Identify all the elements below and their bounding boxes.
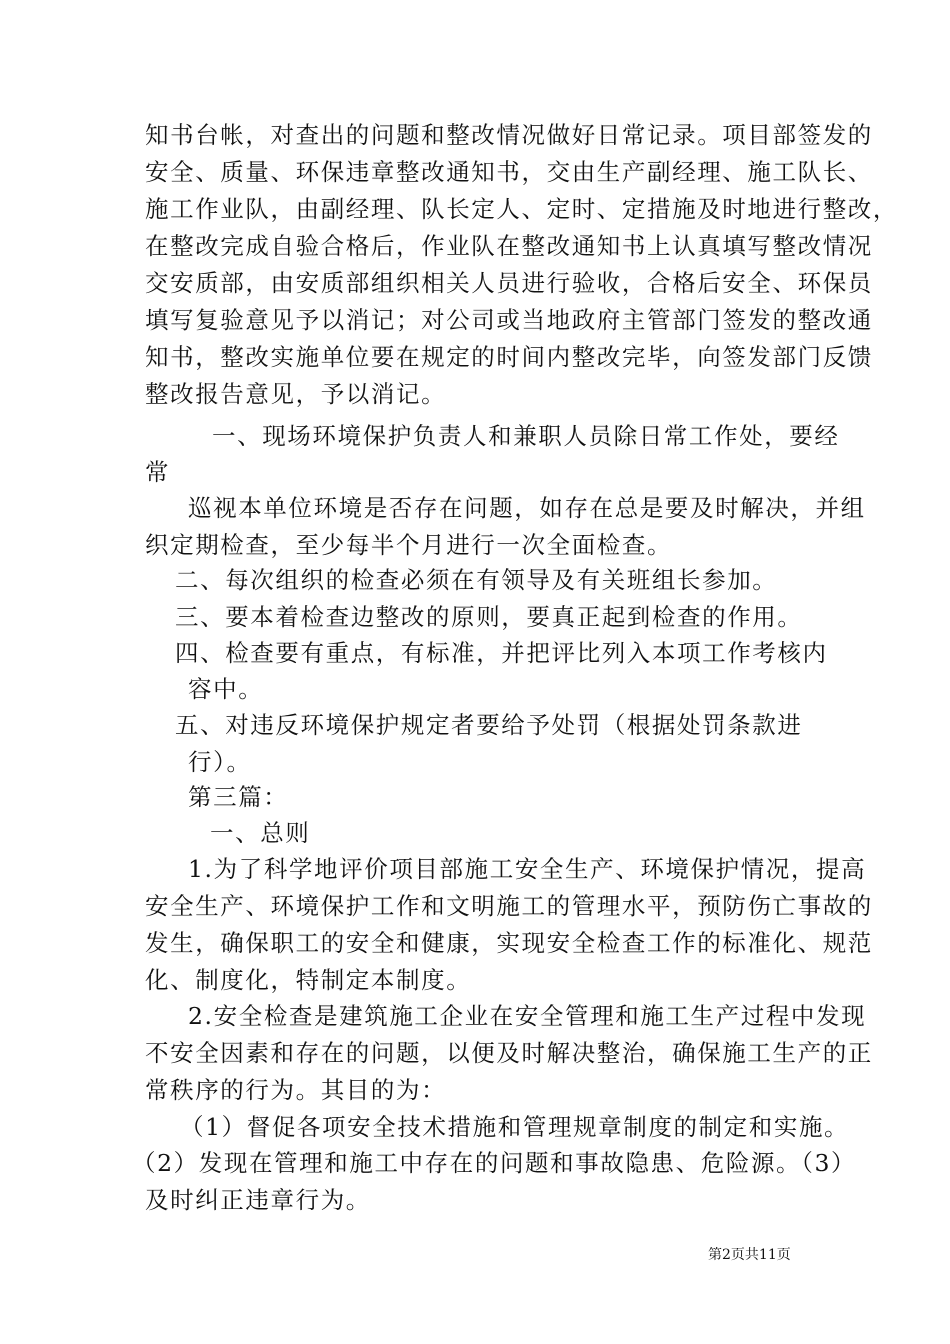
paragraph-line: 知书台帐，对查出的问题和整改情况做好日常记录。项目部签发的 — [145, 121, 873, 149]
paragraph-line: 发生，确保职工的安全和健康，实现安全检查工作的标准化、规范 — [145, 929, 873, 957]
paragraph-line: 织定期检查，至少每半个月进行一次全面检查。 — [145, 531, 673, 559]
paragraph-line: 在整改完成自验合格后，作业队在整改通知书上认真填写整改情况 — [145, 232, 873, 260]
paragraph-line: 知书，整改实施单位要在规定的时间内整改完毕，向签发部门反馈 — [145, 343, 873, 371]
paragraph-line: 不安全因素和存在的问题，以便及时解决整治，确保施工生产的正 — [145, 1039, 873, 1067]
paragraph-line: 安全生产、环境保护工作和文明施工的管理水平，预防伤亡事故的 — [145, 892, 873, 920]
paragraph-line: 容中。 — [188, 675, 264, 703]
paragraph-line: 1.为了科学地评价项目部施工安全生产、环境保护情况，提高 — [188, 855, 867, 883]
page-number-footer: 第2页共11页 — [708, 1247, 791, 1263]
list-item-heading: 一、现场环境保护负责人和兼职人员除日常工作处，要经 — [212, 422, 840, 450]
paragraph-line: 安全、质量、环保违章整改通知书，交由生产副经理、施工队长、 — [145, 158, 873, 186]
paragraph-line: 行）。 — [188, 748, 252, 776]
list-item: 四、检查要有重点，有标准，并把评比列入本项工作考核内 — [175, 639, 828, 667]
paragraph-line: 常秩序的行为。其目的为： — [145, 1076, 447, 1104]
paragraph-line: 及时纠正违章行为。 — [145, 1186, 371, 1214]
paragraph-line: （1）督促各项安全技术措施和管理规章制度的制定和实施。 — [180, 1113, 850, 1141]
paragraph-line: 交安质部，由安质部组织相关人员进行验收，合格后安全、环保员 — [145, 269, 873, 297]
paragraph-line: 2.安全检查是建筑施工企业在安全管理和施工生产过程中发现 — [188, 1002, 867, 1030]
list-item: 五、对违反环境保护规定者要给予处罚（根据处罚条款进 — [175, 711, 803, 739]
paragraph-line: 巡视本单位环境是否存在问题，如存在总是要及时解决，并组 — [188, 494, 866, 522]
section-heading: 一、总则 — [210, 819, 311, 847]
paragraph-line: （2）发现在管理和施工中存在的问题和事故隐患、危险源。（3） — [132, 1149, 857, 1177]
paragraph-line: 化、制度化，特制定本制度。 — [145, 966, 472, 994]
paragraph-line: 常 — [145, 458, 171, 486]
paragraph-line: 整改报告意见，予以消记。 — [145, 380, 447, 408]
paragraph-line: 施工作业队，由副经理、队长定人、定时、定措施及时地进行整改， — [145, 195, 898, 223]
section-title: 第三篇： — [188, 783, 289, 811]
list-item: 三、要本着检查边整改的原则，要真正起到检查的作用。 — [175, 603, 803, 631]
list-item: 二、每次组织的检查必须在有领导及有关班组长参加。 — [175, 566, 778, 594]
paragraph-line: 填写复验意见予以消记；对公司或当地政府主管部门签发的整改通 — [145, 306, 873, 334]
